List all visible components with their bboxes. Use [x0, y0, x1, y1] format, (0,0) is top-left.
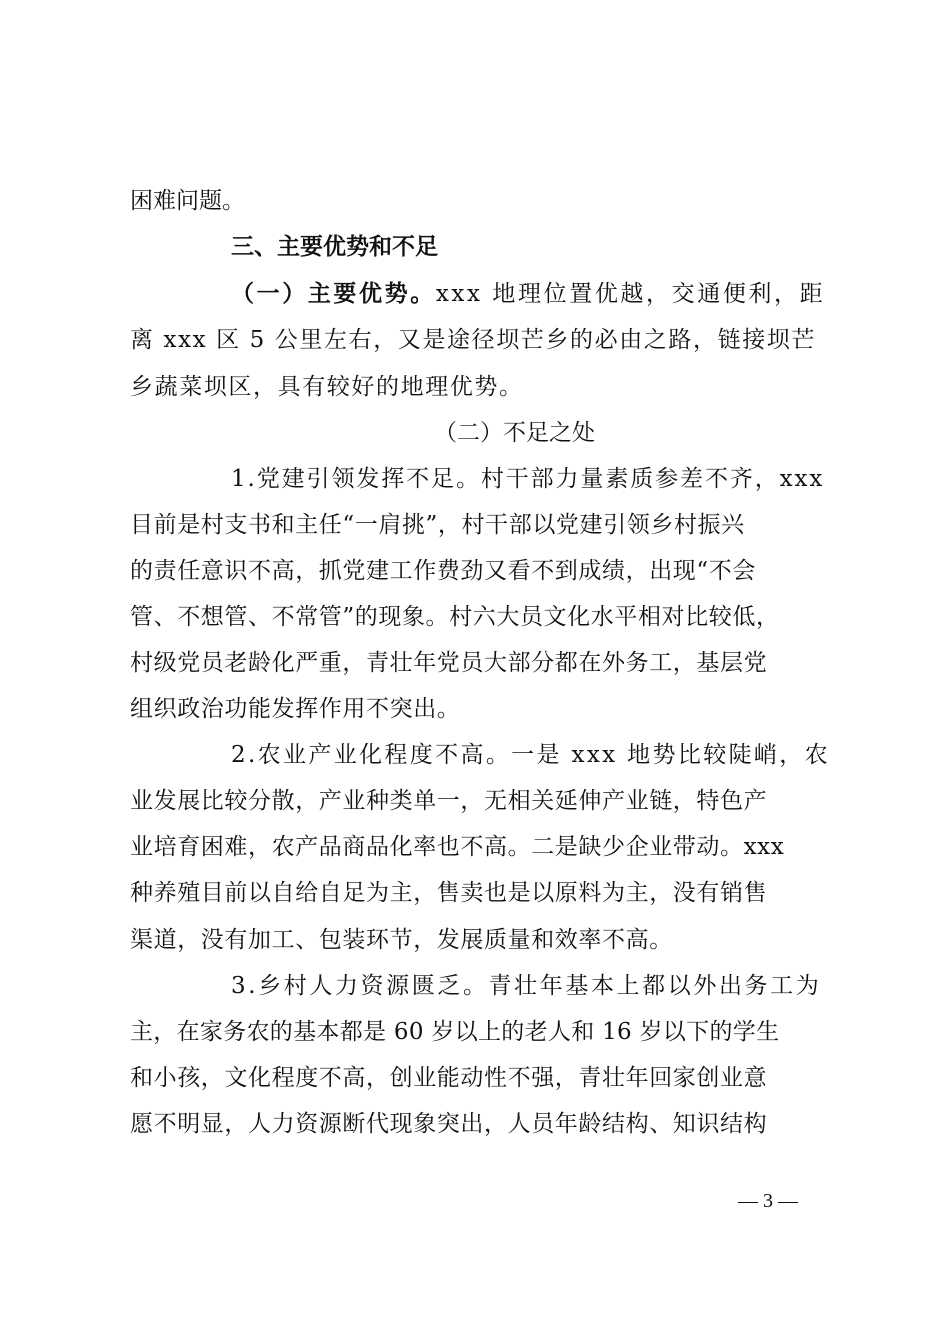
paragraph-line: 愿不明显，人力资源断代现象突出，人员年龄结构、知识结构 [130, 1111, 768, 1137]
paragraph-line: 种养殖目前以自给自足为主，售卖也是以原料为主，没有销售 [130, 880, 768, 906]
paragraph-line: 组织政治功能发挥作用不突出。 [130, 696, 461, 722]
text-line [0, 594, 950, 640]
paragraph-line: 2.农业产业化程度不高。一是 xxx 地势比较陡峭，农 [231, 742, 830, 768]
text-line [0, 917, 950, 963]
lead-phrase: （一）主要优势。 [231, 281, 436, 307]
subsection-heading [0, 410, 950, 456]
paragraph-line: 乡蔬菜坝区，具有较好的地理优势。 [130, 374, 524, 400]
paragraph-line: 困难问题。 [130, 188, 245, 214]
text-line [0, 686, 950, 732]
text-line [0, 778, 950, 824]
paragraph-line: 业培育困难，农产品商品化率也不高。二是缺少企业带动。xxx [130, 834, 785, 860]
text-line [0, 640, 950, 686]
paragraph-line: 离 xxx 区 5 公里左右，又是途径坝芒乡的必由之路，链接坝芒 [130, 327, 816, 353]
section-heading [0, 224, 950, 270]
paragraph-line: （一）主要优势。xxx 地理位置优越，交通便利，距 [231, 281, 826, 307]
text-line [0, 456, 950, 502]
paragraph-line: 目前是村支书和主任“一肩挑”，村干部以党建引领乡村振兴 [130, 512, 745, 538]
text-line [0, 963, 950, 1009]
text-line [0, 502, 950, 548]
text-line [0, 1009, 950, 1055]
text-line [0, 271, 950, 317]
text-line [0, 824, 950, 870]
text-line [0, 1101, 950, 1147]
text-line [0, 317, 950, 363]
subsection-heading-text: （二）不足之处 [434, 420, 595, 446]
paragraph-line: 村级党员老龄化严重，青壮年党员大部分都在外务工，基层党 [130, 650, 768, 676]
text-line [0, 732, 950, 778]
text-line [0, 548, 950, 594]
text-line [0, 870, 950, 916]
paragraph-line: 和小孩，文化程度不高，创业能动性不强，青壮年回家创业意 [130, 1065, 768, 1091]
page-number: — 3 — [738, 1190, 798, 1212]
paragraph-line: 管、不想管、不常管”的现象。村六大员文化水平相对比较低， [130, 604, 780, 630]
text-line [0, 1055, 950, 1101]
section-heading-text: 三、主要优势和不足 [231, 234, 438, 260]
text-line [0, 178, 950, 224]
text-line [0, 364, 950, 410]
paragraph-line: 渠道，没有加工、包装环节，发展质量和效率不高。 [130, 927, 673, 953]
paragraph-line: 1.党建引领发挥不足。村干部力量素质参差不齐，xxx [231, 466, 825, 492]
paragraph-line: 3.乡村人力资源匮乏。青壮年基本上都以外出务工为 [231, 973, 822, 999]
paragraph-line: 业发展比较分散，产业种类单一，无相关延伸产业链，特色产 [130, 788, 768, 814]
paragraph-line: 的责任意识不高，抓党建工作费劲又看不到成绩，出现“不会 [130, 558, 756, 584]
paragraph-line: 主，在家务农的基本都是 60 岁以上的老人和 16 岁以下的学生 [130, 1019, 780, 1045]
